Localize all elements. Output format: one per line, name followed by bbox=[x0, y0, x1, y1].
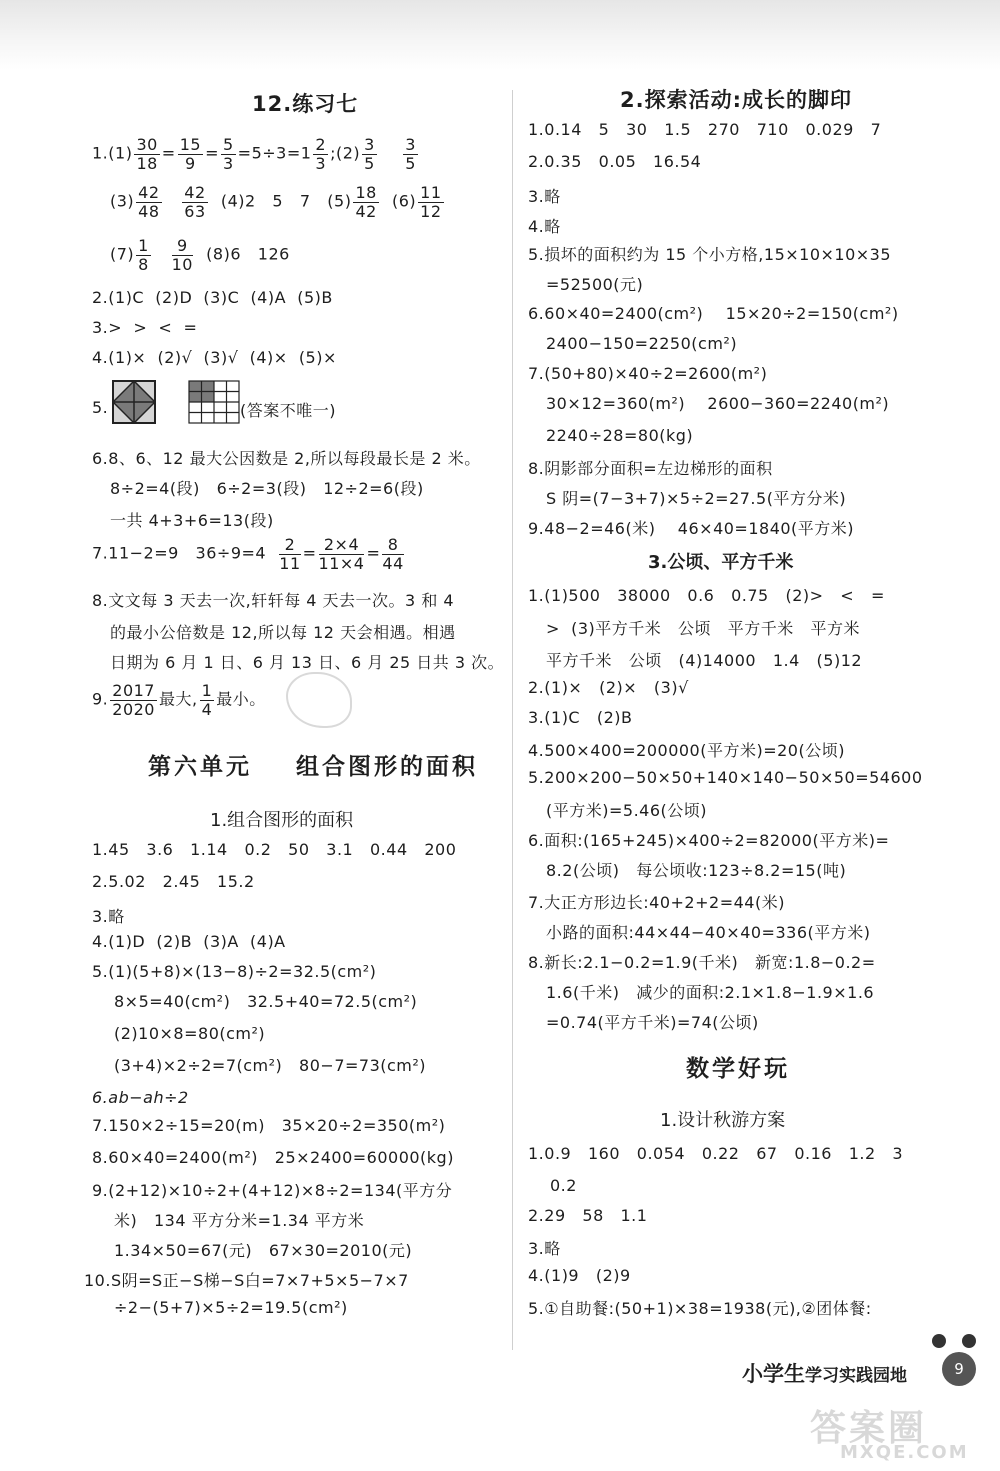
r-answer-7-line-2: 30×12=360(m²) 2600−360=2240(m²) bbox=[546, 394, 890, 413]
t-answer-1-line-1: 1.(1)500 38000 0.6 0.75 (2)> < = bbox=[528, 586, 885, 605]
brand-subtitle: 学习实践园地 bbox=[805, 1366, 907, 1386]
scan-top-strip bbox=[0, 0, 1000, 70]
s-answer-8: 8.60×40=2400(m²) 25×2400=60000(kg) bbox=[92, 1148, 454, 1167]
section-title-combined-area: 1.组合图形的面积 bbox=[210, 810, 354, 831]
answer-8-line-1: 8.文文每 3 天去一次,轩轩每 4 天去一次。3 和 4 bbox=[92, 591, 455, 610]
leaf-icon bbox=[932, 1334, 946, 1348]
answer-6-line-2: 8÷2=4(段) 6÷2=3(段) 12÷2=6(段) bbox=[110, 479, 424, 498]
answer-4: 4.(1)× (2)√ (3)√ (4)× (5)× bbox=[92, 348, 337, 367]
answer-1-line-1: 1.(1) $\frac{30}{18}$ = $\frac{15}{9}$ = $\frac{5}{3}$ =5÷3=1 $\frac{2}{3}$ ;(2) $\frac{3}{5}$ $\frac{3}{5}$ bbox=[92, 135, 416, 173]
s-answer-10-line-2: ÷2−(5+7)×5÷2=19.5(cm²) bbox=[114, 1298, 348, 1317]
answer-5-note: (答案不唯一) bbox=[240, 401, 336, 420]
square-diagram-diagonals bbox=[112, 380, 156, 424]
r-answer-4: 4.略 bbox=[528, 217, 561, 236]
t-answer-1-line-3: 平方千米 公顷 (4)14000 1.4 (5)12 bbox=[546, 651, 863, 670]
fraction: $\frac{15}{9}$ bbox=[179, 135, 202, 173]
s-answer-4: 4.(1)D (2)B (3)A (4)A bbox=[92, 932, 286, 951]
q1-lead: 1.(1) bbox=[92, 143, 133, 163]
fraction: $\frac{1}{8}$ bbox=[138, 236, 149, 274]
fraction: $\frac{3}{5}$ bbox=[364, 135, 375, 173]
answer-6-line-1: 6.8、6、12 最大公因数是 2,所以每段最长是 2 米。 bbox=[92, 449, 481, 468]
r-answer-8-line-2: S 阴=(7−3+7)×5÷2=27.5(平方分米) bbox=[546, 489, 847, 508]
fraction: $\frac{1}{4}$ bbox=[201, 681, 213, 719]
s-answer-9-line-2: 米) 134 平方分米=1.34 平方米 bbox=[114, 1211, 365, 1230]
page-number: 9 bbox=[942, 1352, 976, 1386]
section-title-autumn-trip: 1.设计秋游方案 bbox=[660, 1110, 786, 1131]
s-answer-5-line-2: 8×5=40(cm²) 32.5+40=72.5(cm²) bbox=[114, 992, 418, 1011]
leaf-icon bbox=[962, 1334, 976, 1348]
u-answer-4: 4.(1)9 (2)9 bbox=[528, 1266, 631, 1285]
fraction: $\frac{11}{12}$ bbox=[420, 183, 442, 221]
fraction: $\frac{18}{42}$ bbox=[355, 183, 377, 221]
s-answer-7: 7.150×2÷15=20(m) 35×20÷2=350(m²) bbox=[92, 1116, 446, 1135]
answer-9: 9. $\frac{2017}{2020}$ 最大, $\frac{1}{4}$ 最小。 bbox=[92, 681, 266, 719]
u-answer-2: 2.29 58 1.1 bbox=[528, 1206, 648, 1225]
fraction: $\frac{5}{3}$ bbox=[222, 135, 234, 173]
fraction: $\frac{8}{44}$ bbox=[382, 535, 404, 573]
t-answer-7-line-2: 小路的面积:44×44−40×40=336(平方米) bbox=[546, 923, 871, 942]
watermark-url: MXQE.COM bbox=[840, 1442, 969, 1463]
r-answer-5-line-1: 5.损坏的面积约为 15 个小方格,15×10×10×35 bbox=[528, 245, 892, 264]
section-title-hectare: 3.公顷、平方千米 bbox=[648, 552, 794, 573]
t-answer-6-line-2: 8.2(公顷) 每公顷收:123÷8.2=15(吨) bbox=[546, 861, 847, 880]
r-answer-2: 2.0.35 0.05 16.54 bbox=[528, 152, 702, 171]
answer-8-line-3: 日期为 6 月 1 日、6 月 13 日、6 月 25 日共 3 次。 bbox=[110, 653, 505, 672]
t-answer-5-line-1: 5.200×200−50×50+140×140−50×50=54600 bbox=[528, 768, 923, 787]
fraction: $\frac{2017}{2020}$ bbox=[112, 681, 155, 719]
r-answer-6-line-1: 6.60×40=2400(cm²) 15×20÷2=150(cm²) bbox=[528, 304, 899, 323]
t-answer-8-line-1: 8.新长:2.1−0.2=1.9(千米) 新宽:1.8−0.2= bbox=[528, 953, 876, 972]
answer-7: 7.11−2=9 36÷9=4 $\frac{2}{11}$ = $\frac{2\times 4}{11\times 4}$ = $\frac{8}{44}$ bbox=[92, 535, 404, 573]
answer-2: 2.(1)C (2)D (3)C (4)A (5)B bbox=[92, 288, 333, 307]
section-title-practice-7: 12.练习七 bbox=[252, 92, 359, 116]
u-answer-3: 3.略 bbox=[528, 1239, 561, 1258]
r-answer-3: 3.略 bbox=[528, 187, 561, 206]
t-answer-8-line-3: =0.74(平方千米)=74(公顷) bbox=[546, 1013, 759, 1032]
brand-name: 小学生 bbox=[742, 1362, 805, 1386]
r-answer-6-line-2: 2400−150=2250(cm²) bbox=[546, 334, 738, 353]
fraction: $\frac{30}{18}$ bbox=[136, 135, 158, 173]
answer-1-line-3: (7) $\frac{1}{8}$ $\frac{9}{10}$ (8)6 126 bbox=[110, 236, 290, 274]
answer-8-line-2: 的最小公倍数是 12,所以每 12 天会相遇。相遇 bbox=[110, 623, 456, 642]
fraction: $\frac{42}{48}$ bbox=[138, 183, 160, 221]
s-answer-3: 3.略 bbox=[92, 907, 125, 926]
s-answer-10-line-1: 10.S阴=S正−S梯−S白=7×7+5×5−7×7 bbox=[84, 1271, 409, 1290]
watermark-logo: 答案圈 bbox=[810, 1408, 928, 1449]
s-answer-1: 1.45 3.6 1.14 0.2 50 3.1 0.44 200 bbox=[92, 840, 457, 859]
fraction: $\frac{2}{11}$ bbox=[279, 535, 301, 573]
unit-title: 第六单元 组合图形的面积 bbox=[148, 754, 479, 780]
fraction: $\frac{3}{5}$ bbox=[405, 135, 416, 173]
fraction: $\frac{42}{63}$ bbox=[184, 183, 206, 221]
t-answer-5-line-2: (平方米)=5.46(公顷) bbox=[546, 801, 708, 820]
fraction: $\frac{2}{3}$ bbox=[315, 135, 327, 173]
t-answer-1-line-2: > (3)平方千米 公顷 平方千米 平方米 bbox=[546, 619, 861, 638]
u-answer-1-line-2: 0.2 bbox=[550, 1176, 577, 1195]
answer-1-line-2: (3) $\frac{42}{48}$ $\frac{42}{63}$ (4)2 5 7 (5) $\frac{18}{42}$ (6) $\frac{11}{12}$ bbox=[110, 183, 442, 221]
section-title-growth-footprints: 2.探索活动:成长的脚印 bbox=[620, 88, 852, 112]
brand-footer bbox=[742, 1358, 907, 1388]
r-answer-7-line-3: 2240÷28=80(kg) bbox=[546, 426, 694, 445]
r-answer-7-line-1: 7.(50+80)×40÷2=2600(m²) bbox=[528, 364, 768, 383]
r-answer-9: 9.48−2=46(米) 46×40=1840(平方米) bbox=[528, 519, 855, 538]
right-column bbox=[528, 72, 948, 1351]
t-answer-4: 4.500×400=200000(平方米)=20(公顷) bbox=[528, 741, 845, 760]
column-divider bbox=[512, 90, 513, 1350]
t-answer-7-line-1: 7.大正方形边长:40+2+2=44(米) bbox=[528, 893, 785, 912]
s-answer-5-line-4: (3+4)×2÷2=7(cm²) 80−7=73(cm²) bbox=[114, 1056, 427, 1075]
fraction: $\frac{2\times 4}{11\times 4}$ bbox=[318, 535, 365, 573]
s-answer-9-line-3: 1.34×50=67(元) 67×30=2010(元) bbox=[114, 1241, 413, 1260]
t-answer-2: 2.(1)× (2)× (3)√ bbox=[528, 678, 689, 697]
s-answer-5-line-1: 5.(1)(5+8)×(13−8)÷2=32.5(cm²) bbox=[92, 962, 377, 981]
chapter-title-math-fun: 数学好玩 bbox=[686, 1056, 790, 1082]
r-answer-8-line-1: 8.阴影部分面积=左边梯形的面积 bbox=[528, 459, 773, 478]
fraction: $\frac{9}{10}$ bbox=[171, 236, 193, 274]
answer-6-line-3: 一共 4+3+6=13(段) bbox=[110, 511, 274, 530]
t-answer-3: 3.(1)C (2)B bbox=[528, 708, 633, 727]
s-answer-5-line-3: (2)10×8=80(cm²) bbox=[114, 1024, 266, 1043]
t-answer-6-line-1: 6.面积:(165+245)×400÷2=82000(平方米)= bbox=[528, 831, 890, 850]
r-answer-1: 1.0.14 5 30 1.5 270 710 0.029 7 bbox=[528, 120, 882, 139]
answer-3: 3.> > < = bbox=[92, 318, 198, 337]
r-answer-5-line-2: =52500(元) bbox=[546, 275, 644, 294]
answer-5-lead: 5. bbox=[92, 398, 109, 417]
t-answer-8-line-2: 1.6(千米) 减少的面积:2.1×1.8−1.9×1.6 bbox=[546, 983, 875, 1002]
grid-diagram bbox=[188, 380, 240, 424]
u-answer-1-line-1: 1.0.9 160 0.054 0.22 67 0.16 1.2 3 bbox=[528, 1144, 904, 1163]
s-answer-9-line-1: 9.(2+12)×10÷2+(4+12)×8÷2=134(平方分 bbox=[92, 1181, 453, 1200]
s-answer-2: 2.5.02 2.45 15.2 bbox=[92, 872, 255, 891]
u-answer-5: 5.①自助餐:(50+1)×38=1938(元),②团体餐: bbox=[528, 1299, 872, 1318]
s-answer-6: 6.ab−ah÷2 bbox=[92, 1088, 189, 1107]
